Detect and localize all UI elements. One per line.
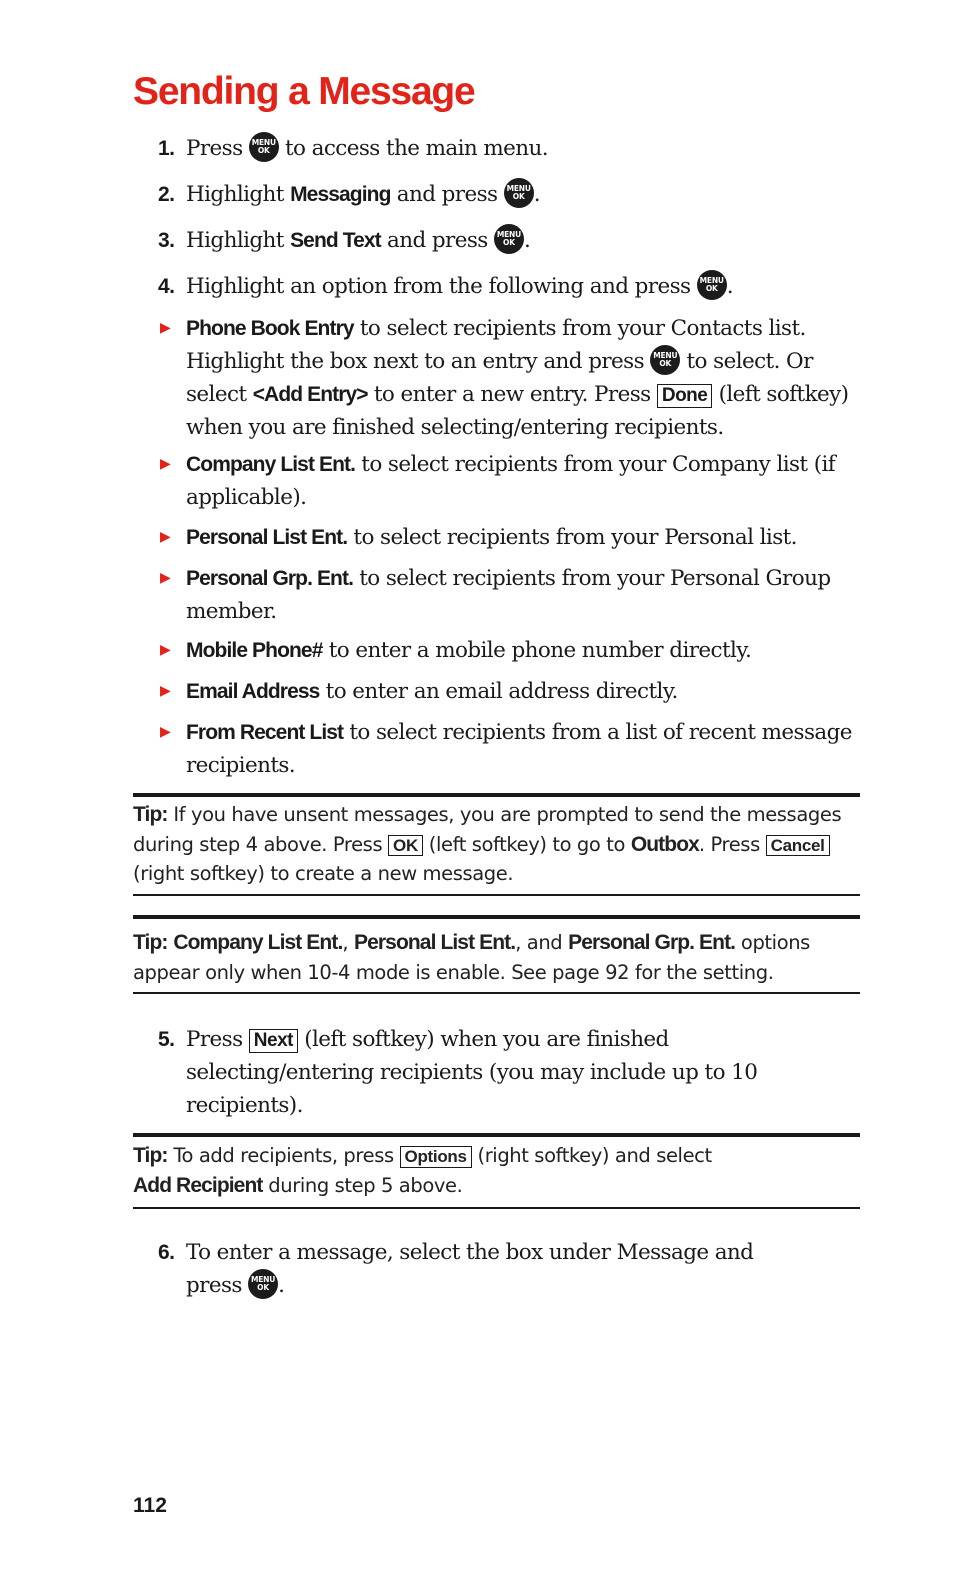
arrow-bullet-icon: ▶	[160, 570, 171, 586]
option-name: Personal List Ent.	[354, 931, 516, 954]
step-6	[158, 1236, 858, 1302]
tip-bottom-rule	[133, 1207, 860, 1209]
option-name: Email Address	[186, 680, 320, 703]
menu-ok-key-icon: MENU OK	[494, 224, 524, 254]
tip-unsent-messages	[133, 800, 860, 889]
step-3	[158, 224, 858, 257]
next-softkey: Next	[249, 1029, 298, 1053]
option-personal-list	[160, 521, 860, 554]
tip-text: If you have unsent messages, you are prompted to send the messages during step 4 above. Press	[133, 803, 842, 856]
tip-text: . Press	[698, 832, 760, 856]
step-number: 4.	[158, 275, 175, 298]
punctuation: .	[533, 182, 540, 207]
menu-ok-key-icon: MENU OK	[697, 270, 727, 300]
tip-text: ,	[342, 931, 349, 954]
step-number: 3.	[158, 229, 175, 252]
step-text: and press	[387, 228, 488, 253]
outbox-label: Outbox	[630, 832, 699, 856]
step-number: 2.	[158, 183, 175, 206]
option-text: (left softkey) when you are finished selecting/entering recipients.	[186, 382, 849, 440]
option-name: Mobile Phone#	[186, 639, 323, 662]
step-1	[158, 132, 858, 165]
tip-label: Tip:	[133, 803, 168, 826]
option-text: to select recipients from your Contacts list. Highlight the box next to an entry and press	[186, 316, 806, 374]
tip-top-rule	[133, 793, 860, 797]
page-number: 112	[133, 1494, 167, 1517]
step-text: Press	[186, 1027, 243, 1052]
ok-softkey: OK	[388, 835, 423, 857]
punctuation: .	[278, 1273, 285, 1298]
menu-ok-key-icon: MENU OK	[248, 1269, 278, 1299]
tip-10-4-mode	[133, 928, 860, 987]
option-text: to select recipients from your Personal Group member.	[186, 566, 831, 624]
cancel-softkey: Cancel	[766, 835, 830, 857]
punctuation: .	[726, 274, 733, 299]
option-text: to select recipients from your Company list (if applicable).	[186, 452, 836, 510]
option-phone-book-entry	[160, 312, 860, 444]
tip-text: options appear only when 10-4 mode is enable. See page 92 for the setting.	[133, 931, 810, 984]
option-name: Personal Grp. Ent.	[186, 567, 354, 590]
option-name: From Recent List	[186, 721, 344, 744]
tip-text: (left softkey) to go to	[428, 832, 625, 856]
punctuation: .	[523, 228, 531, 253]
arrow-bullet-icon: ▶	[160, 320, 171, 336]
tip-label: Tip:	[133, 1144, 168, 1167]
tip-text: during step 5 above.	[268, 1173, 463, 1197]
tip-bottom-rule	[133, 992, 860, 994]
done-softkey: Done	[657, 384, 713, 408]
step-number: 5.	[158, 1028, 175, 1051]
tip-add-recipients	[133, 1141, 860, 1200]
option-company-list	[160, 448, 860, 514]
option-name: Personal Grp. Ent.	[568, 931, 736, 954]
option-text: to select recipients from your Personal list.	[353, 525, 797, 550]
option-personal-group	[160, 562, 860, 628]
step-text: Highlight an option from the following and press	[186, 274, 691, 299]
option-name: Company List Ent.	[173, 931, 343, 954]
menu-ok-key-icon: MENU OK	[504, 178, 534, 208]
arrow-bullet-icon: ▶	[160, 456, 171, 472]
options-softkey: Options	[400, 1146, 472, 1168]
step-number: 6.	[158, 1241, 175, 1264]
step-number: 1.	[158, 137, 175, 160]
option-email-address	[160, 675, 860, 708]
option-recent-list	[160, 716, 860, 782]
step-2	[158, 178, 858, 211]
tip-bottom-rule	[133, 894, 860, 896]
step-text: and press	[396, 182, 498, 207]
step-5	[158, 1023, 858, 1122]
add-recipient-label: Add Recipient	[133, 1173, 263, 1197]
menu-ok-key-icon: MENU OK	[650, 345, 680, 375]
step-text: to access the main menu.	[285, 136, 549, 161]
tip-text: To add recipients, press	[173, 1144, 394, 1167]
option-text: to enter an email address directly.	[325, 679, 678, 704]
page-title: Sending a Message	[133, 70, 475, 113]
arrow-bullet-icon: ▶	[160, 724, 171, 740]
tip-top-rule	[133, 915, 860, 919]
arrow-bullet-icon: ▶	[160, 642, 171, 658]
step-text: Press	[186, 136, 243, 161]
menu-item-name: Send Text	[290, 229, 381, 252]
step-text: To enter a message, select the box under Message and press	[186, 1240, 754, 1298]
option-text: to select recipients from a list of recent message recipients.	[186, 720, 852, 778]
tip-text: , and	[515, 931, 563, 954]
tip-label: Tip:	[133, 931, 168, 954]
option-text: to enter a new entry. Press	[373, 382, 651, 407]
option-name: <Add Entry>	[252, 383, 368, 406]
option-name: Personal List Ent.	[186, 526, 348, 549]
step-4	[158, 270, 858, 303]
step-text: Highlight	[186, 182, 284, 207]
arrow-bullet-icon: ▶	[160, 683, 171, 699]
tip-top-rule	[133, 1133, 860, 1137]
step-text: (left softkey) when you are finished selecting/entering recipients (you may include up to 10 recipients).	[186, 1027, 758, 1118]
arrow-bullet-icon: ▶	[160, 529, 171, 545]
option-text: to enter a mobile phone number directly.	[328, 638, 752, 663]
menu-item-name: Messaging	[290, 183, 391, 206]
option-mobile-phone	[160, 634, 860, 667]
tip-text: (right softkey) and select	[477, 1144, 712, 1167]
option-name: Company List Ent.	[186, 453, 356, 476]
step-text: Highlight	[186, 228, 284, 253]
option-text: to select. Or select	[186, 349, 813, 407]
menu-ok-key-icon: MENU OK	[249, 132, 279, 162]
tip-text: (right softkey) to create a new message.	[133, 862, 514, 885]
option-name: Phone Book Entry	[186, 317, 354, 340]
